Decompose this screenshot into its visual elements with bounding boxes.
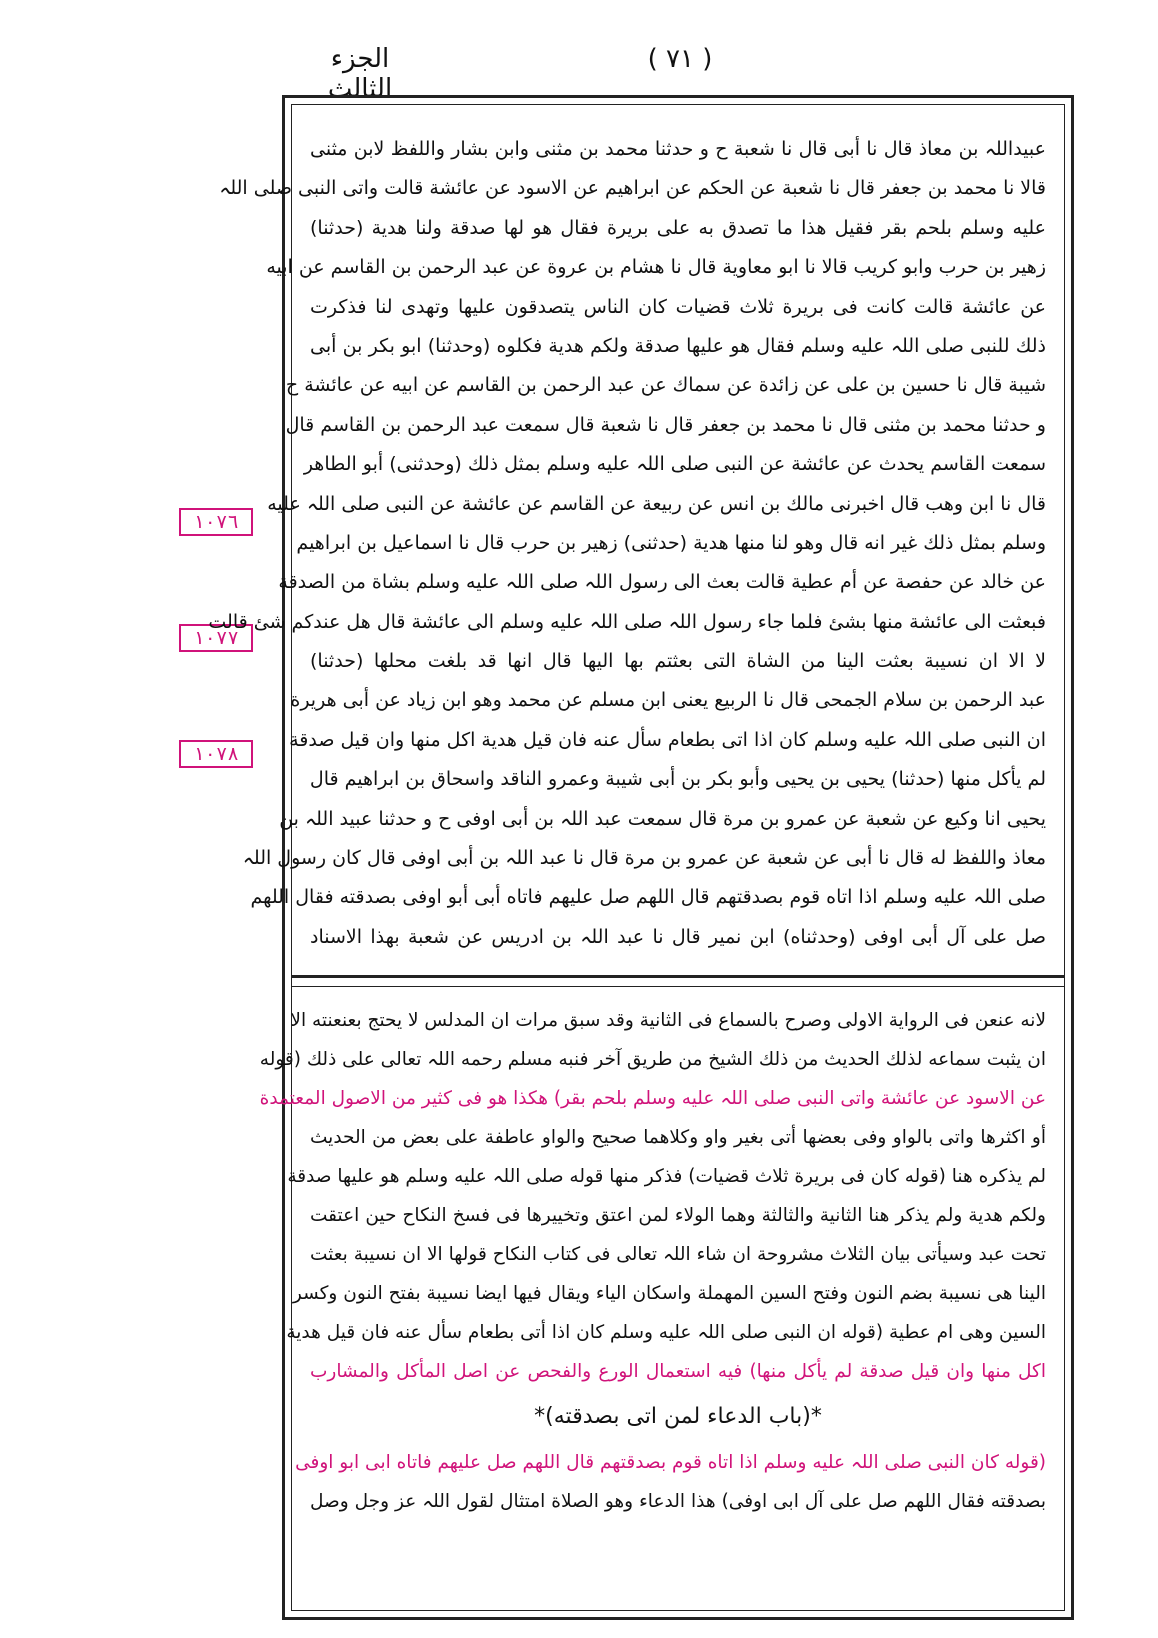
commentary-line: ولكم هدية ولم يذكر هنا الثانية والثالثة وهما الولاء لمن اعتق وتخييرها فی فسخ النكاح حين اعتقت [310,1205,1046,1226]
hadith-number-1076: ١٠٧٦ [179,508,253,536]
commentary-line: عن الاسود عن عائشة واتی النبی صلی اللہ عليه وسلم بلحم بقر) هكذا هو فی كثير من الاصول المعتمدة [259,1088,1046,1109]
main-line: قالا نا محمد بن جعفر قال نا شعبة عن الحكم عن ابراهيم عن الاسود عن عائشة قالت واتی النبی صلی اللہ [219,177,1046,200]
main-line: شيبة قال نا حسين بن علی عن زائدة عن سماك عن عبد الرحمن بن القاسم عن ابيه عن عائشة ح [285,374,1046,397]
hadith-number-1078: ١٠٧٨ [179,740,253,768]
commentary-text [259,1007,1046,1597]
main-line: قال نا ابن وهب قال اخبرنی مالك بن انس عن ربيعة عن القاسم عن عائشة عن النبی صلی اللہ عليه [267,492,1046,515]
commentary-line: اكل منها وان قيل صدقة لم يأكل منها) فيه استعمال الورع والفحص عن اصل المأكل والمشارب [310,1361,1046,1382]
commentary-line: لم يذكره هنا (قوله كان فی بريرة ثلاث قضيات) فذكر منها قوله صلی اللہ عليه وسلم هو عليها صدقة [287,1166,1046,1187]
commentary-line: لانه عنعن فی الرواية الاولی وصرح بالسماع فی الثانية وقد سبق مرات ان المدلس لا يحتج بعنعنته الا [290,1010,1046,1031]
main-line: عليه وسلم بلحم بقر فقيل هذا ما تصدق به علی بريرة فقال هو لها صدقة ولنا هدية (حدثنا) [310,216,1046,239]
main-line: عن خالد عن حفصة عن أم عطية قالت بعث الی رسول اللہ صلی اللہ عليه وسلم بشاة من الصدقة [278,571,1046,594]
main-line: سمعت القاسم يحدث عن عائشة عن النبی صلی اللہ عليه وسلم بمثل ذلك (وحدثنی) أبو الطاهر [303,453,1046,476]
main-line: وسلم بمثل ذلك غير انه قال وهو لنا منها هدية (حدثنی) زهير بن حرب قال نا اسماعيل بن ابراهيم [296,531,1046,554]
commentary-line: تحت عبد وسيأتی بيان الثلاث مشروحة ان شاء اللہ تعالی فی كتاب النكاح قولها الا ان نسيبة بعثت [310,1244,1046,1265]
main-line: و حدثنا محمد بن مثنی قال نا محمد بن جعفر قال نا شعبة قال سمعت عبد الرحمن بن القاسم قال [285,413,1046,436]
main-line: عبيداللہ بن معاذ قال نا أبی قال نا شعبة ح و حدثنا محمد بن مثنی وابن بشار واللفظ لابن مثنی [310,138,1046,160]
main-line: صلی اللہ عليه وسلم اذا اتاه قوم بصدقتهم قال اللهم صل عليهم فاتاه أبی أبو اوفی بصدقته فقال اللهم [250,886,1046,909]
main-line: يحيی انا وكيع عن شعبة عن عمرو بن مرة قال سمعت عبد اللہ بن أبی اوفی ح و حدثنا عبيد اللہ بن [279,807,1046,830]
main-line: ان النبی صلی اللہ عليه وسلم كان اذا اتی بطعام سأل عنه فان قيل هدية اكل منها وان قيل صدقة [289,728,1046,751]
commentary-line: السين وهی ام عطية (قوله ان النبی صلی اللہ عليه وسلم كان اذا أتی بطعام سأل عنه فان قيل هدية [286,1322,1046,1343]
commentary-line: (قوله كان النبی صلی اللہ عليه وسلم اذا اتاه قوم بصدقتهم قال اللهم صل عليهم فاتاه ابی ابو اوفی [295,1452,1046,1473]
main-line: فبعثت الی عائشة منها بشئ فلما جاء رسول اللہ صلی اللہ عليه وسلم الی عائشة قال هل عندكم شئ قالت [208,610,1046,633]
main-line: زهير بن حرب وابو كريب قالا نا ابو معاوية قال نا هشام بن عروة عن عبد الرحمن بن القاسم عن ابيه [266,256,1046,279]
running-header-title: الجزء الثالث [327,44,393,104]
hadith-number-1077: ١٠٧٧ [179,624,253,652]
chapter-heading: *(باب الدعاء لمن اتی بصدقته)* [534,1404,822,1429]
main-line: عن عائشة قالت كانت فی بريرة ثلاث قضيات كان الناس يتصدقون عليها وتهدی لنا فذكرت [310,295,1046,318]
section-divider [292,975,1064,987]
main-line: لم يأكل منها (حدثنا) يحيی بن يحيی وأبو بكر بن أبی شيبة وعمرو الناقد واسحاق بن ابراهيم قال [309,768,1046,791]
commentary-line: ان يثبت سماعه لذلك الحديث من ذلك الشيخ من طريق آخر فنبه مسلم رحمه اللہ تعالی علی ذلك (قوله [259,1049,1046,1070]
page-number: ( ٧١ ) [647,44,713,74]
main-line: معاذ واللفظ له قال نا أبی عن شعبة عن عمرو بن مرة قال نا عبد اللہ بن أبی اوفی قال كان رسول اللہ [242,847,1046,870]
main-line: لا الا ان نسيبة بعثت الينا من الشاة التی بعثتم بها اليها قال انها قد بلغت محلها (حدثنا) [310,650,1046,673]
main-line: ذلك للنبی صلی اللہ عليه وسلم فقال هو عليها صدقة ولكم هدية فكلوه (وحدثنا) ابو بكر بن أبی [310,334,1046,357]
commentary-line: الينا هی نسيبة بضم النون وفتح السين المهملة واسكان الياء ويقال فيها ايضا نسيبة بفتح النون وكسر [292,1283,1046,1304]
commentary-line: أو اكثرها واتی بالواو وفی بعضها أتی بغير واو وكلاهما صحيح والواو عاطفة علی بعض من الحديث [310,1127,1046,1148]
commentary-line: بصدقته فقال اللهم صل علی آل ابی اوفی) هذا الدعاء وهو الصلاة امتثال لقول اللہ عز وجل وصل [310,1491,1046,1512]
main-line: صل علی آل أبی اوفی (وحدثناه) ابن نمير قال نا عبد اللہ بن ادريس عن شعبة بهذا الاسناد [310,925,1046,948]
main-line: عبد الرحمن بن سلام الجمحی قال نا الربيع يعنی ابن مسلم عن محمد وهو ابن زياد عن أبی هريرة [290,689,1046,712]
